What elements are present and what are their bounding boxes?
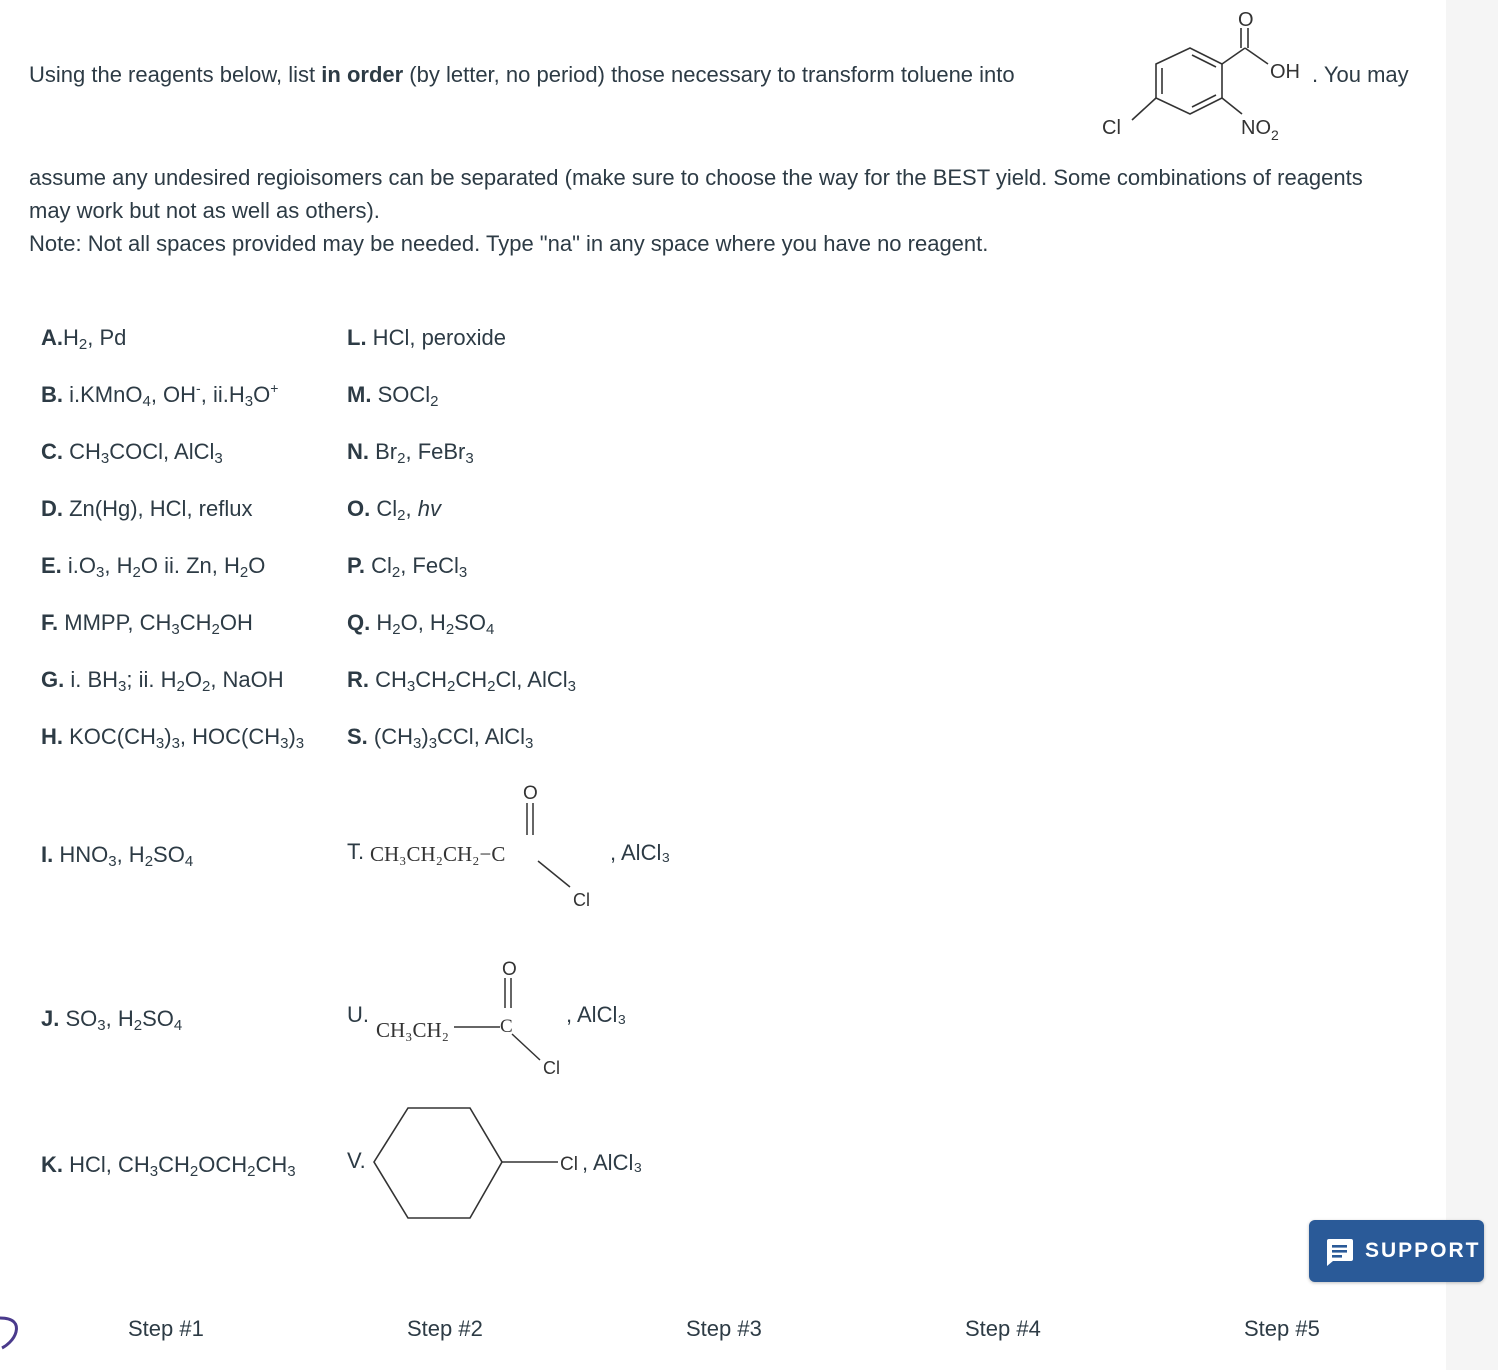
reagent-H: H. $KOC(CH_3)_3$, $HOC(CH_3)_3$ [41, 724, 305, 752]
reagent-T-cl: Cl [573, 890, 590, 910]
reagent-E: E. $i.O_3$, $H_2O$ ii. Zn, $H_2O$ [41, 553, 266, 581]
reagent-U-structure [366, 952, 656, 1087]
reagent-C: C. $CH_3COCl$, AlCl$_3$ [41, 439, 223, 467]
reagent-P: P. $Cl_2$, FeCl$_3$ [347, 553, 468, 581]
question-text: Using the reagents below, list [29, 62, 322, 87]
reagent-V-label: V. [347, 1148, 366, 1173]
reagent-Q: Q. $H_2O$, $H_2SO_4$ [347, 610, 495, 638]
reagent-L: L. HCl, peroxide [347, 325, 506, 350]
question-line-3: may work but not as well as others). [29, 198, 380, 223]
step-1-label: Step #1 [128, 1316, 204, 1341]
question-line-1 [29, 58, 1015, 91]
question-line-2: assume any undesired regioisomers can be separated (make sure to choose the way for the BEST yield. Some combinations of reagents [29, 165, 1363, 190]
question-you-may: . You may [1312, 62, 1409, 87]
reagent-U-label: U. [347, 1002, 369, 1027]
target-oh-label: OH [1270, 61, 1300, 83]
reagent-J: J. $SO_3$, $H_2SO_4$ [41, 1006, 183, 1034]
target-o-label: O [1238, 9, 1254, 31]
reagent-T-o: O [523, 783, 538, 804]
target-molecule-structure [1096, 2, 1316, 150]
support-button[interactable] [1309, 1220, 1484, 1282]
reagent-S: S. $(CH_3)_3CCl$, AlCl$_3$ [347, 724, 534, 752]
question-page [6, 0, 1446, 1370]
step-3-label: Step #3 [686, 1316, 762, 1341]
reagent-A: $A.H_2$, Pd [41, 325, 127, 353]
question-text-cont: (by letter, no period) those necessary to transform toluene into [403, 62, 1015, 87]
question-emphasis: in order [321, 62, 404, 87]
reagent-T-alcl3: , AlCl₃ [610, 840, 671, 865]
reagent-U-chain: CH₃CH₂ [376, 1018, 449, 1042]
reagent-V-cl: Cl [560, 1154, 578, 1175]
reagent-B: B. i.KMnO$_4$, OH-, $ii.H_3O^+$ [41, 380, 279, 410]
reagent-V-alcl3: , AlCl₃ [582, 1150, 643, 1175]
step-5-label: Step #5 [1244, 1316, 1320, 1341]
reagent-I: I. $HNO_3$, $H_2SO_4$ [41, 842, 194, 870]
reagent-U-o: O [502, 959, 517, 980]
step-4-label: Step #4 [965, 1316, 1041, 1341]
reagent-F: F. MMPP, $CH_3CH_2OH$ [41, 610, 253, 638]
reagent-D: D. Zn(Hg), HCl, reflux [41, 496, 253, 521]
reagent-T-structure [366, 775, 696, 915]
target-cl-label: Cl [1102, 117, 1121, 139]
right-gutter [1446, 0, 1498, 1370]
reagent-V-structure [368, 1100, 668, 1225]
reagent-K: K. HCl, $CH_3CH_2OCH_2CH_3$ [41, 1152, 296, 1180]
reagent-N: N. $Br_2$, FeBr$_3$ [347, 439, 474, 467]
step-2-label: Step #2 [407, 1316, 483, 1341]
reagent-U-c: C [500, 1016, 513, 1037]
chat-message-icon [1323, 1235, 1355, 1267]
reagent-M: M. SOCl$_2$ [347, 382, 439, 410]
question-note: Note: Not all spaces provided may be needed. Type "na" in any space where you have no reagent. [29, 231, 989, 256]
reagent-U-alcl3: , AlCl₃ [566, 1002, 627, 1027]
reagent-R: R. $CH_3CH_2CH_2Cl$, AlCl$_3$ [347, 667, 576, 695]
target-no2-label: $NO_2$ [1241, 117, 1279, 143]
left-edge-cursor-icon [0, 1316, 20, 1352]
reagent-G: G. i. $BH_3$; ii. $H_2O_2$, NaOH [41, 667, 284, 695]
support-label: SUPPORT [1365, 1239, 1481, 1262]
reagent-U-cl: Cl [543, 1058, 560, 1078]
reagent-T-label: T. [347, 839, 365, 864]
reagent-T-chain: CH₃CH₂CH₂−C [370, 842, 506, 866]
reagent-O: O. $Cl_2$, hv [347, 496, 441, 524]
